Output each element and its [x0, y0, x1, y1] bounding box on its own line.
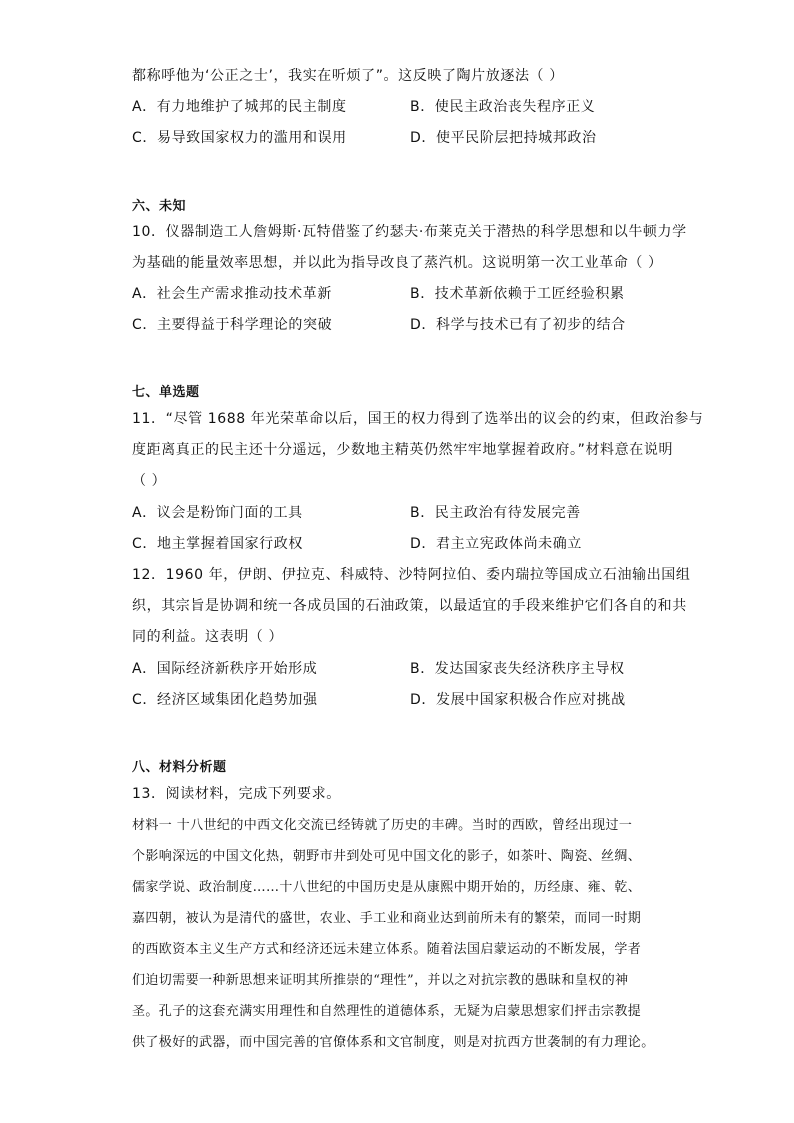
q10-option-d[interactable]: D．科学与技术已有了初步的结合 [410, 317, 626, 333]
material-line: 圣。孔子的这套充满实用理性和自然理性的道德体系，无疑为启蒙思想家们抨击宗教提 [132, 1004, 642, 1019]
q12-stem-line-1: 12．1960 年，伊朗、伊拉克、科威特、沙特阿拉伯、委内瑞拉等国成立石油输出国组 [132, 567, 691, 583]
q9-option-a[interactable]: A．有力地维护了城邦的民主制度 [132, 99, 347, 115]
q12-stem-line-3: 同的利益。这表明（ ） [132, 629, 284, 645]
q12-option-b[interactable]: B．发达国家丧失经济秩序主导权 [410, 661, 625, 677]
q12-option-a[interactable]: A．国际经济新秩序开始形成 [132, 661, 318, 677]
q10-option-a[interactable]: A．社会生产需求推动技术革新 [132, 286, 332, 302]
q10-stem-line-2: 为基础的能量效率思想，并以此为指导改良了蒸汽机。这说明第一次工业革命（ ） [132, 255, 663, 271]
q11-stem-line-2: 度距离真正的民主还十分遥远，少数地主精英仍然牢牢地掌握着政府。”材料意在说明 [132, 442, 674, 458]
material-line: 嘉四朝，被认为是清代的盛世，农业、手工业和商业达到前所未有的繁荣，而同一时期 [132, 911, 642, 926]
section-heading-7: 七、单选题 [132, 385, 200, 400]
material-line: 材料一 十八世纪的中西文化交流已经铸就了历史的丰碑。当时的西欧，曾经出现过一 [132, 818, 633, 833]
section-heading-8: 八、材料分析题 [132, 760, 227, 775]
material-line: 个影响深远的中国文化热，朝野市井到处可见中国文化的影子，如茶叶、陶瓷、丝绸、 [132, 849, 642, 864]
q12-option-c[interactable]: C．经济区域集团化趋势加强 [132, 692, 318, 708]
q9-option-d[interactable]: D．使平民阶层把持城邦政治 [410, 130, 597, 146]
q10-stem-line-1: 10．仪器制造工人詹姆斯·瓦特借鉴了约瑟夫·布莱克关于潜热的科学思想和以牛顿力学 [132, 224, 687, 240]
q11-option-c[interactable]: C．地主掌握着国家行政权 [132, 536, 303, 552]
q9-option-c[interactable]: C．易导致国家权力的滥用和误用 [132, 130, 347, 146]
q11-option-d[interactable]: D．君主立宪政体尚未确立 [410, 536, 582, 552]
q10-option-c[interactable]: C．主要得益于科学理论的突破 [132, 317, 333, 333]
q11-option-a[interactable]: A．议会是粉饰门面的工具 [132, 505, 303, 521]
section-heading-6: 六、未知 [132, 199, 187, 214]
material-line: 儒家学说、政治制度……十八世纪的中国历史是从康熙中期开始的，历经康、雍、乾、 [132, 880, 642, 895]
q9-stem: 都称呼他为‘公正之士’，我实在听烦了”。这反映了陶片放逐法（ ） [132, 68, 564, 84]
material-line: 的西欧资本主义生产方式和经济还远未建立体系。随着法国启蒙运动的不断发展，学者 [132, 942, 642, 957]
q13-stem: 13．阅读材料，完成下列要求。 [132, 786, 341, 802]
q11-stem-line-1: 11．“尽管 1688 年光荣革命以后，国王的权力得到了选举出的议会的约束，但政治参与 [132, 411, 704, 427]
q11-stem-line-3: （ ） [132, 473, 167, 489]
q12-stem-line-2: 织，其宗旨是协调和统一各成员国的石油政策，以最适宜的手段来维护它们各自的和共 [132, 598, 687, 614]
q10-option-b[interactable]: B．技术革新依赖于工匠经验积累 [410, 286, 625, 302]
q12-option-d[interactable]: D．发展中国家积极合作应对挑战 [410, 692, 626, 708]
q11-option-b[interactable]: B．民主政治有待发展完善 [410, 505, 581, 521]
q9-option-b[interactable]: B．使民主政治丧失程序正义 [410, 99, 596, 115]
material-line: 们迫切需要一种新思想来证明其所推崇的“理性”，并以之对抗宗教的愚昧和皇权的神 [132, 973, 629, 988]
material-line: 供了极好的武器，而中国完善的官僚体系和文官制度，则是对抗西方世袭制的有力理论。 [132, 1035, 655, 1050]
